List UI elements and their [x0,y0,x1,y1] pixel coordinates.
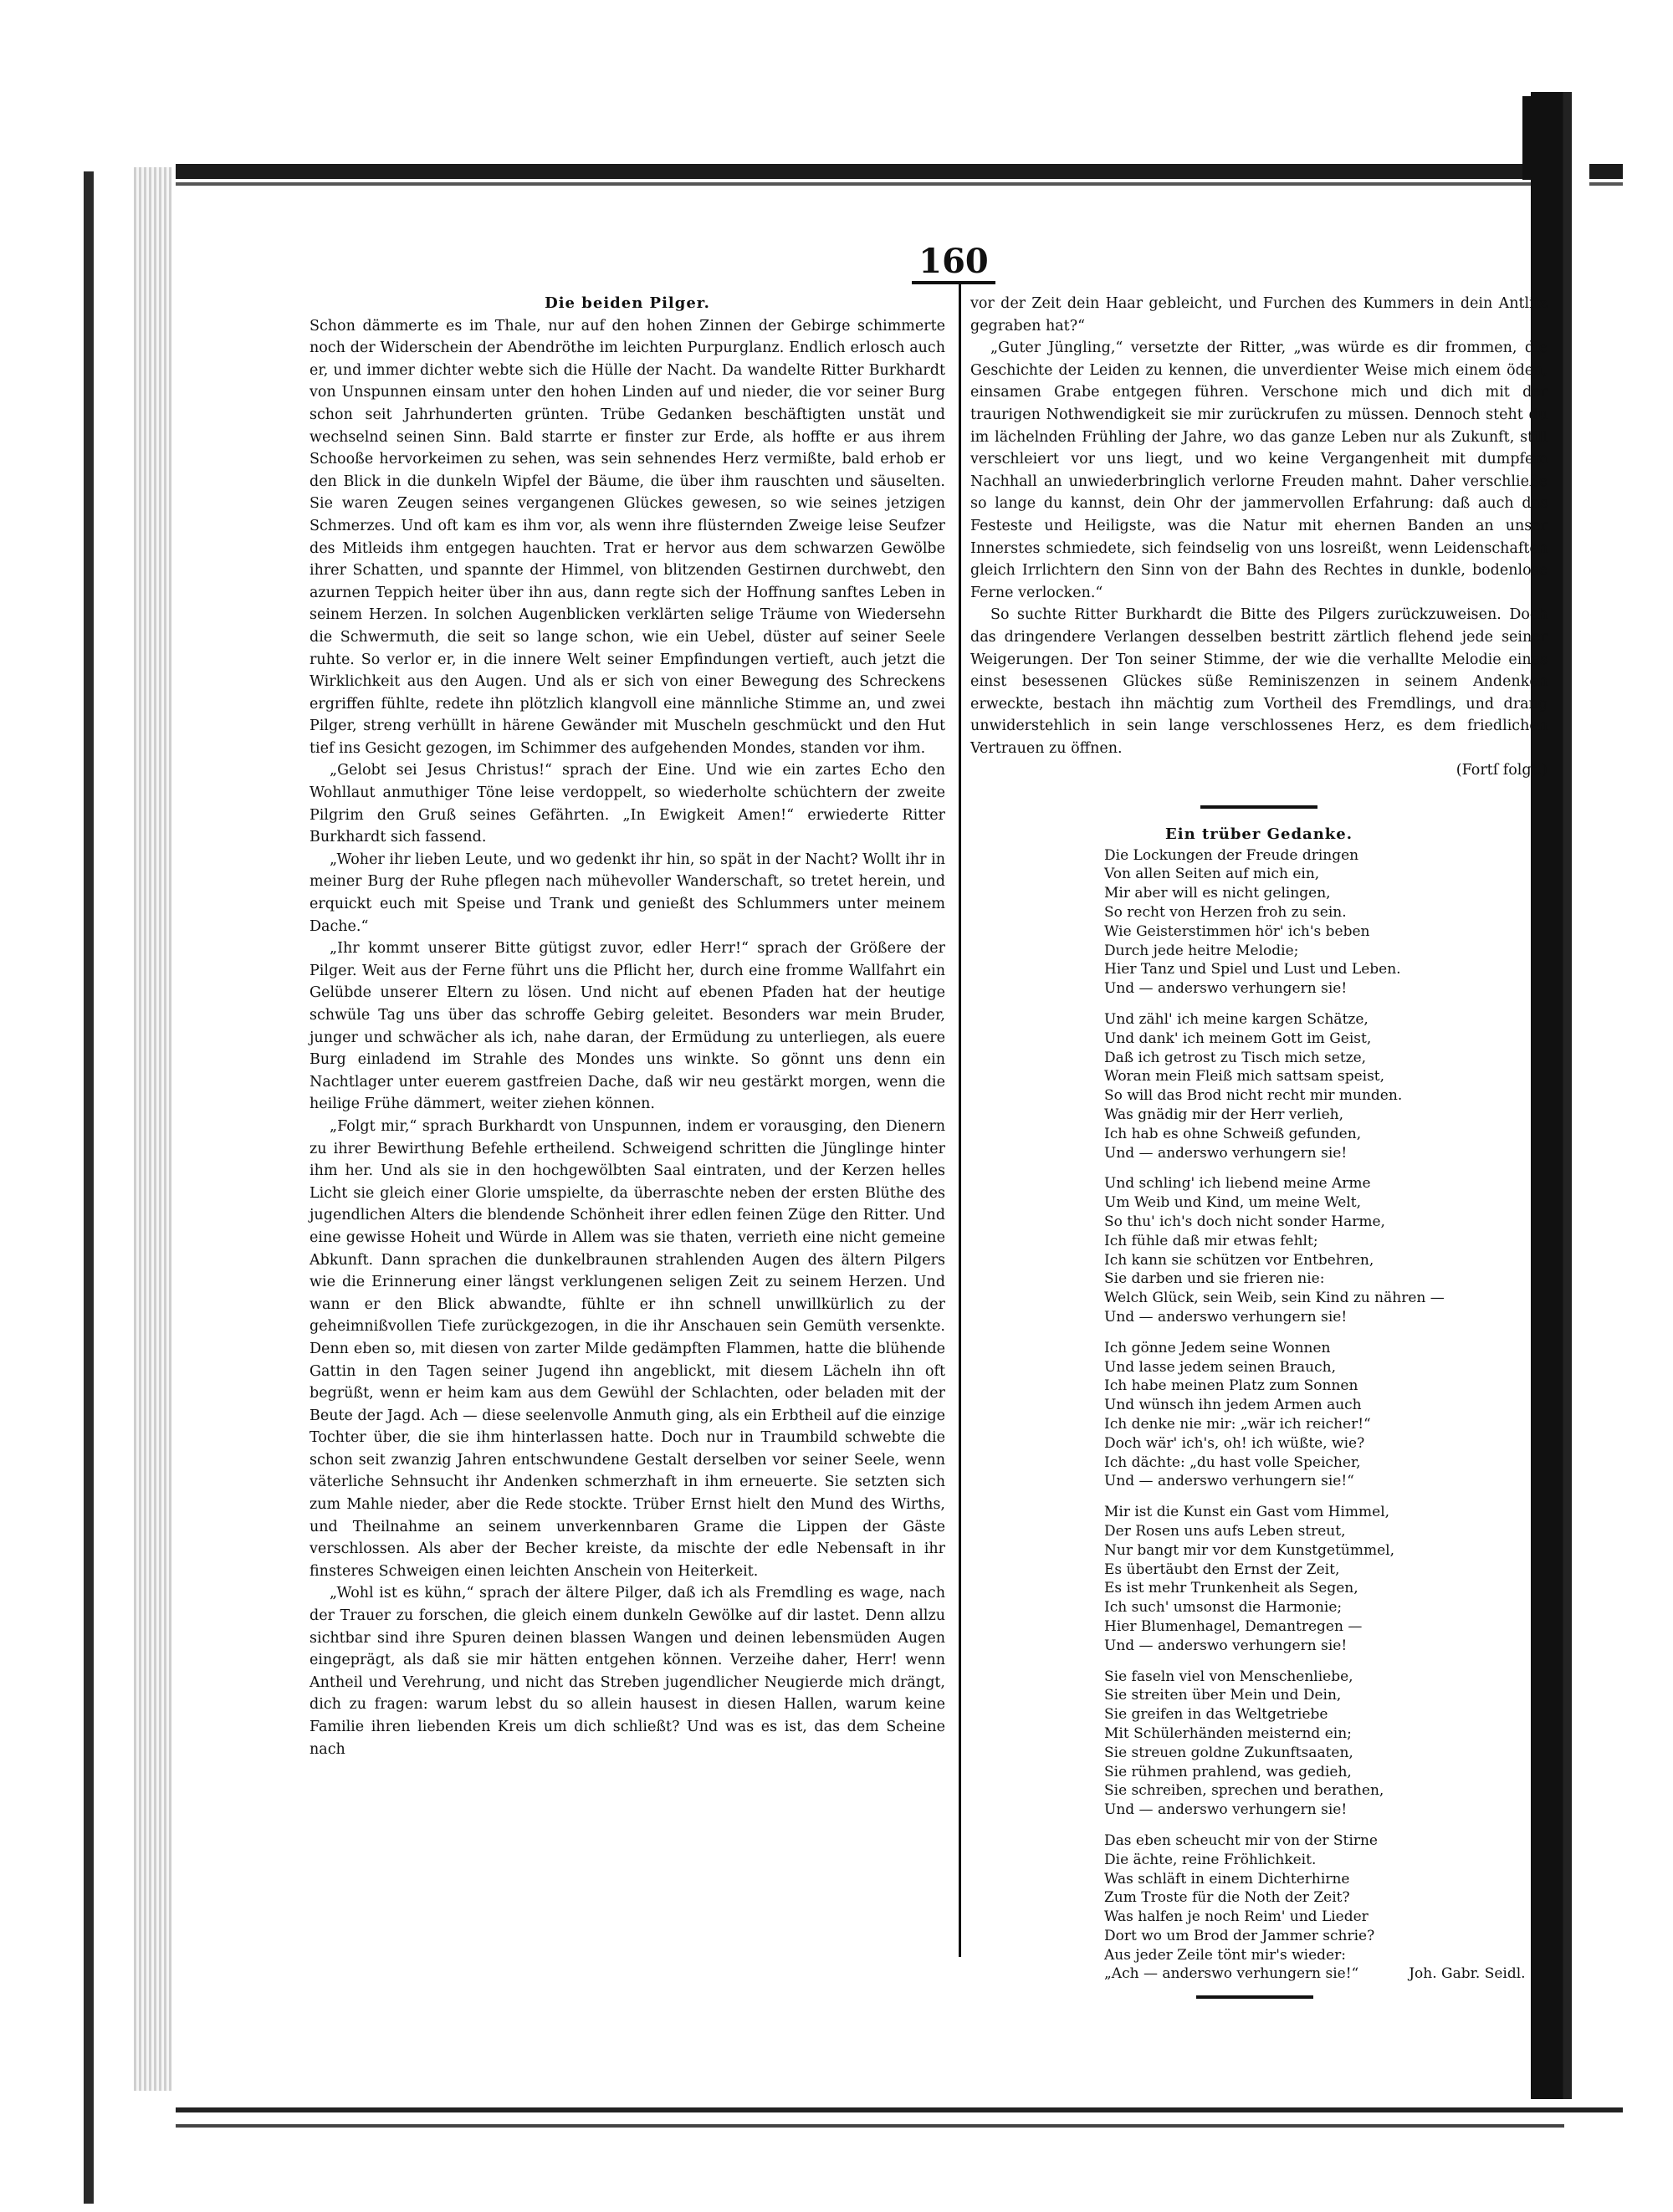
poem-line: Die Lockungen der Freude dringen [1104,846,1359,864]
scan-edge-left [84,171,94,2204]
poem-line: Sie schreiben, sprechen und berathen, [1104,1782,1384,1800]
poem-line: Mit Schülerhänden meisternd ein; [1104,1724,1352,1742]
poem-line: Sie darben und sie frieren nie: [1104,1270,1325,1288]
poem-stanza [1104,1831,1548,1984]
poem-line: Sie rühmen prahlend, was gedieh, [1104,1763,1352,1780]
poem-line: Und lasse jedem seinen Brauch, [1104,1358,1337,1376]
poem-line: Welch Glück, sein Weib, sein Kind zu nähren — [1104,1290,1445,1307]
poem-line: Und — anderswo verhungern sie! [1104,1308,1348,1326]
poem-line: Sie greifen in das Weltgetriebe [1104,1706,1328,1724]
poem-line: Was halfen je noch Reim' und Lieder [1104,1908,1369,1926]
poem-line: Daß ich getrost zu Tisch mich setze, [1104,1049,1367,1066]
poem-line: Sie streiten über Mein und Dein, [1104,1687,1342,1704]
poem-line: Ich dächte: „du hast volle Speicher, [1104,1453,1361,1471]
poem-line: Ich habe meinen Platz zum Sonnen [1104,1377,1358,1395]
poem-line: Sie faseln viel von Menschenliebe, [1104,1668,1353,1685]
top-border-rule-thin [176,182,1623,186]
poem-line-text: „Ach — anderswo verhungern sie!“ [1104,1965,1359,1983]
paragraph: „Folgt mir,“ sprach Burkhardt von Unspunnen, indem er vorausging, den Dienern zu ihrer Bewirthung Befehle ertheilend. Schweigend schritten die Jünglinge hinter ihm her. Und als sie in den hochgewölbten Saal eintraten, und der Kerzen helles Licht sie gleich einer Glorie umspielte, da überraschte neben der ersten Blüthe des jugendlichen Alters die blendende Schönheit ihrer edlen feinen Züge den Ritter. Und eine gewisse Hoheit und Würde in Allem was sie thaten, verrieth eine nicht gemeine Abkunft. Dann sprachen die dunkelbraunen strahlenden Augen des ältern Pilgers wie die Erinnerung einer längst verklungenen seligen Zeit zu seinem Herzen. Und wann er den Blick abwandte, fühlte er ihn schnell unwillkürlich zu der geheimnißvollen Tiefe zurückgezogen, in die ihr Anschauen sein Gemüth versenkte. Denn eben so, mit diesen von zarter Milde gedämpften Flammen, hatte die blühende Gattin in den Tagen seiner Jugend ihn angeblickt, mit diesem Lächeln ihn oft begrüßt, wenn er heim kam aus dem Gewühl der Schlachten, oder beladen mit der Beute der Jagd. Ach — diese seelenvolle Anmuth ging, als ein Erbtheil auf die einzige Tochter über, die sie ihm hinterlassen hatte. Doch nur in Traumbild schwebte die schon seit zwanzig Jahren entschwundene Gestalt derselben vor seiner Seele, wenn väterliche Sehnsucht ihr Andenken schmerzhaft in ihm erneuerte. Sie setzten sich zum Mahle nieder, aber die Rede stockte. Trüber Ernst hielt den Mund des Wirths, und Theilnahme an seinem unverkennbaren Grame die Lippen der Gäste verschlossen. Als aber der Becher kreiste, da mischte der edle Nebensaft in ihr finsteres Schweigen einen leichten Anschein von Heiterkeit. [310,1117,945,1580]
poem-line: Hier Blumenhagel, Demantregen — [1104,1617,1363,1635]
poem-line: Was schläft in einem Dichterhirne [1104,1870,1350,1888]
poem-line: Mir aber will es nicht gelingen, [1104,885,1331,902]
column-divider [959,284,961,1957]
poem-line: Es übertäubt den Ernst der Zeit, [1104,1561,1340,1578]
poem-line: Mir ist die Kunst ein Gast vom Himmel, [1104,1504,1390,1521]
poem-line: Sie streuen goldne Zukunftsaaten, [1104,1744,1353,1761]
poem [1104,846,1548,1985]
poem-line: Das eben scheucht mir von der Stirne [1104,1831,1378,1849]
poem-line: Und — anderswo verhungern sie! [1104,1144,1348,1162]
poem-stanza [1104,1668,1548,1820]
paragraph: Schon dämmerte es im Thale, nur auf den hohen Zinnen der Gebirge schimmerte noch der Widerschein der Abendröthe im leichten Purpurglanz. Endlich erlosch auch er, und immer dichter webte sich die Hülle der Nacht. Da wandelte Ritter Burkhardt von Unspunnen einsam unter den hohen Linden auf und nieder, die vor seiner Burg schon seit Jahrhunderten grünten. Trübe Gedanken beschäftigten unstät und wechselnd seinen Sinn. Bald starrte er finster zur Erde, als hoffte er aus ihrem Schooße hervorkeimen zu sehen, was sein sehnendes Herz vermißte, bald erhob er den Blick in die dunkeln Wipfel der Bäume, die über ihm rauschten und säuselten. Sie waren Zeugen seines vergangenen Glückes gewesen, so wie seines jetzigen Schmerzes. Und oft kam es ihm vor, als wenn ihre flüsternden Zweige leise Seufzer des Mitleids ihm entgegen hauchten. Trat er hervor aus dem schwarzen Gewölbe ihrer Schatten, und spannte der Himmel, von blitzenden Gestirnen durchwebt, den azurnen Teppich heiter über ihn aus, dann regte sich der Hoffnung sanftes Leben in seinem Herzen. In solchen Augenblicken verklärten selige Träume von Wiedersehn die Schwermuth, die seit so lange schon, wie ein Uebel, düster auf seiner Seele ruhte. So verlor er, in die innere Welt seiner Empfindungen vertieft, auch jetzt die Wirklichkeit aus den Augen. Und als er sich von einer Bewegung des Schreckens ergriffen fühlte, redete ihn plötzlich klangvoll eine männliche Stimme an, und zwei Pilger, streng verhüllt in härene Gewänder mit Muscheln geschmückt und den Hut tief ins Gesicht gezogen, im Schimmer des aufgehenden Mondes, standen vor ihm. [310,317,945,757]
poem-line: Ich denke nie mir: „wär ich reicher!“ [1104,1415,1371,1433]
poem-line: Woran mein Fleiß mich sattsam speist, [1104,1068,1385,1086]
poem-line: Und — anderswo verhungern sie! [1104,1801,1348,1819]
continued-note: (Fortſ folgt.) [1456,762,1548,779]
poem-line: Durch jede heitre Melodie; [1104,942,1299,959]
paragraph: „Ihr kommt unserer Bitte gütigst zuvor, edler Herr!“ sprach der Größere der Pilger. Weit aus der Ferne führt uns die Pflicht her, durch eine fromme Wallfahrt ein Gelübde unserer Eltern zu lösen. Und nicht auf ebenen Pfaden hat der heutige schwüle Tag uns über das schroffe Gebirg geleitet. Besonders war mein Bruder, junger und schwächer als ich, nahe daran, der Ermüdung zu unterliegen, als euere Burg einladend im Strahle des Mondes uns winkte. So gönnt uns denn ein Nachtlager unter euerem gastfreien Dache, daß wir neu gestärkt morgen, wenn die heilige Frühe dämmert, weiter ziehen können. [310,940,945,1113]
poem-line: Der Rosen uns aufs Leben streut, [1104,1522,1346,1540]
poem-line: Wie Geisterstimmen hör' ich's beben [1104,922,1370,940]
poem-title: Ein trüber Gedanke. [1165,825,1353,844]
poem-line [1104,1964,1548,1984]
paragraph: „Gelobt sei Jesus Christus!“ sprach der Eine. Und wie ein zartes Echo den Wohllaut anmuthiger Töne leise verdoppelt, so wiederholte schüchtern der zweite Pilgrim den Gruß seines Gefährten. „In Ewigkeit Amen!“ erwiederte Ritter Burkhardt sich fassend. [310,762,945,846]
poem-line: Ich such' umsonst die Harmonie; [1104,1599,1343,1617]
page-number: 160 [912,243,995,284]
poem-stanza [1104,1503,1548,1655]
poem-line: Was gnädig mir der Herr verlieh, [1104,1106,1344,1124]
poem-stanza [1104,846,1548,999]
paragraph: So suchte Ritter Burkhardt die Bitte des Pilgers zurückzuweisen. Doch das dringendere Verlangen desselben bestritt zärtlich flehend jede seiner Weigerungen. Der Ton seiner Stimme, der wie die verhallte Melodie eines einst besessenen Glückes süße Reminiszenzen in seinem Andenken erweckte, bestach ihn mächtig zum Vortheil des Fremdlings, und drang unwiderstehlich in sein lange verschlossenes Herz, es dem friedlichen Vertrauen zu öffnen. [970,606,1548,757]
poem-line: Um Weib und Kind, um meine Welt, [1104,1194,1362,1212]
poem-line: Die ächte, reine Fröhlichkeit. [1104,1851,1317,1868]
story-title: Die beiden Pilger. [545,294,710,312]
poem-line: So will das Brod nicht recht mir munden. [1104,1087,1403,1105]
poem-line: Dort wo um Brod der Jammer schrie? [1104,1927,1375,1944]
paragraph: „Woher ihr lieben Leute, und wo gedenkt ihr hin, so spät in der Nacht? Wollt ihr in meiner Burg der Ruhe pflegen nach mühevoller Wanderschaft, so tretet herein, und erquickt euch mit Speise und Trank und genießt des Schlummers unter meinem Dache.“ [310,851,945,935]
poem-line: Und — anderswo verhungern sie! [1104,1637,1348,1654]
paragraph: vor der Zeit dein Haar gebleicht, und Furchen des Kummers in dein Antlitz gegraben hat?“ [970,295,1548,335]
poem-line: Und zähl' ich meine kargen Schätze, [1104,1011,1369,1029]
poem-line: Doch wär' ich's, oh! ich wüßte, wie? [1104,1434,1365,1452]
poem-line: Ich gönne Jedem seine Wonnen [1104,1339,1331,1356]
poem-line: Und wünsch ihn jedem Armen auch [1104,1397,1362,1414]
poem-line: Es ist mehr Trunkenheit als Segen, [1104,1580,1358,1597]
right-column [970,293,1548,1999]
paragraph: „Guter Jüngling,“ versetzte der Ritter, „was würde es dir frommen, die Geschichte der Leiden zu kennen, die unverdienter Weise mich einem öden, einsamen Grabe entgegen führen. Verschone mich und dich mit der traurigen Nothwendigkeit sie mir zurückrufen zu müssen. Dennoch steht du im lächelnden Frühling der Jahre, wo das ganze Leben nur als Zukunft, still verschleiert vor uns liegt, und wo keine Vergangenheit mit dumpfem Nachhall an unwiederbringlich verlorne Freuden mahnt. Daher verschließe so lange du kannst, dein Ohr der jammervollen Erfahrung: daß auch das Festeste und Heiligste, was die Natur mit ehernen Banden an unser Innerstes schmiedete, sich feindselig von uns losreißt, wenn Leidenschaften gleich Irrlichtern den Sinn von der Bahn des Rechtes in dunkle, bodenlose Ferne verlocken.“ [970,340,1548,601]
poem-stanza [1104,1174,1548,1326]
poem-line: Und — anderswo verhungern sie!“ [1104,1473,1354,1490]
poem-line: Ich kann sie schützen vor Entbehren, [1104,1251,1374,1269]
poem-line: Von allen Seiten auf mich ein, [1104,866,1320,883]
poem-stanza [1104,1339,1548,1491]
bottom-border-rule-thin [176,2124,1564,2128]
top-border-rule [176,164,1623,179]
poem-line: Aus jeder Zeile tönt mir's wieder: [1104,1946,1346,1964]
section-separator [1200,805,1317,809]
poem-line: Und schling' ich liebend meine Arme [1104,1175,1371,1193]
poem-line: Und dank' ich meinem Gott im Geist, [1104,1029,1372,1047]
bottom-border-rule [176,2107,1623,2112]
paragraph: „Wohl ist es kühn,“ sprach der ältere Pilger, daß ich als Fremdling es wage, nach der Trauer zu forschen, die gleich einem dunkeln Gewölke auf dir lastet. Denn allzu sichtbar sind ihre Spuren deinen blassen Wangen und deinen lebensmüden Augen eingeprägt, als daß sie mir hätten entgehen können. Verzeihe daher, Herr! wenn Antheil und Verehrung, und nicht das Streben jugendlicher Neugierde mich drängt, dich zu fragen: warum lebst du so allein hausest in diesen Hallen, warum keine Familie ihren liebenden Kreis um dich schließt? Und was es ist, das dem Scheine nach [310,1585,945,1758]
poem-stanza [1104,1010,1548,1162]
poem-line: Ich fühle daß mir etwas fehlt; [1104,1232,1318,1249]
left-column [310,293,945,1760]
book-spine [134,167,171,2091]
poem-line: Hier Tanz und Spiel und Lust und Leben. [1104,961,1401,978]
end-separator [1196,1995,1313,1999]
poem-line: Zum Troste für die Noth der Zeit? [1104,1889,1350,1907]
poem-author: Joh. Gabr. Seidl. [1409,1965,1526,1983]
poem-line: Und — anderswo verhungern sie! [1104,980,1348,998]
poem-line: So recht von Herzen froh zu sein. [1104,904,1347,922]
poem-line: So thu' ich's doch nicht sonder Harme, [1104,1213,1385,1230]
poem-line: Ich hab es ohne Schweiß gefunden, [1104,1125,1362,1142]
poem-line: Nur bangt mir vor dem Kunstgetümmel, [1104,1541,1395,1559]
